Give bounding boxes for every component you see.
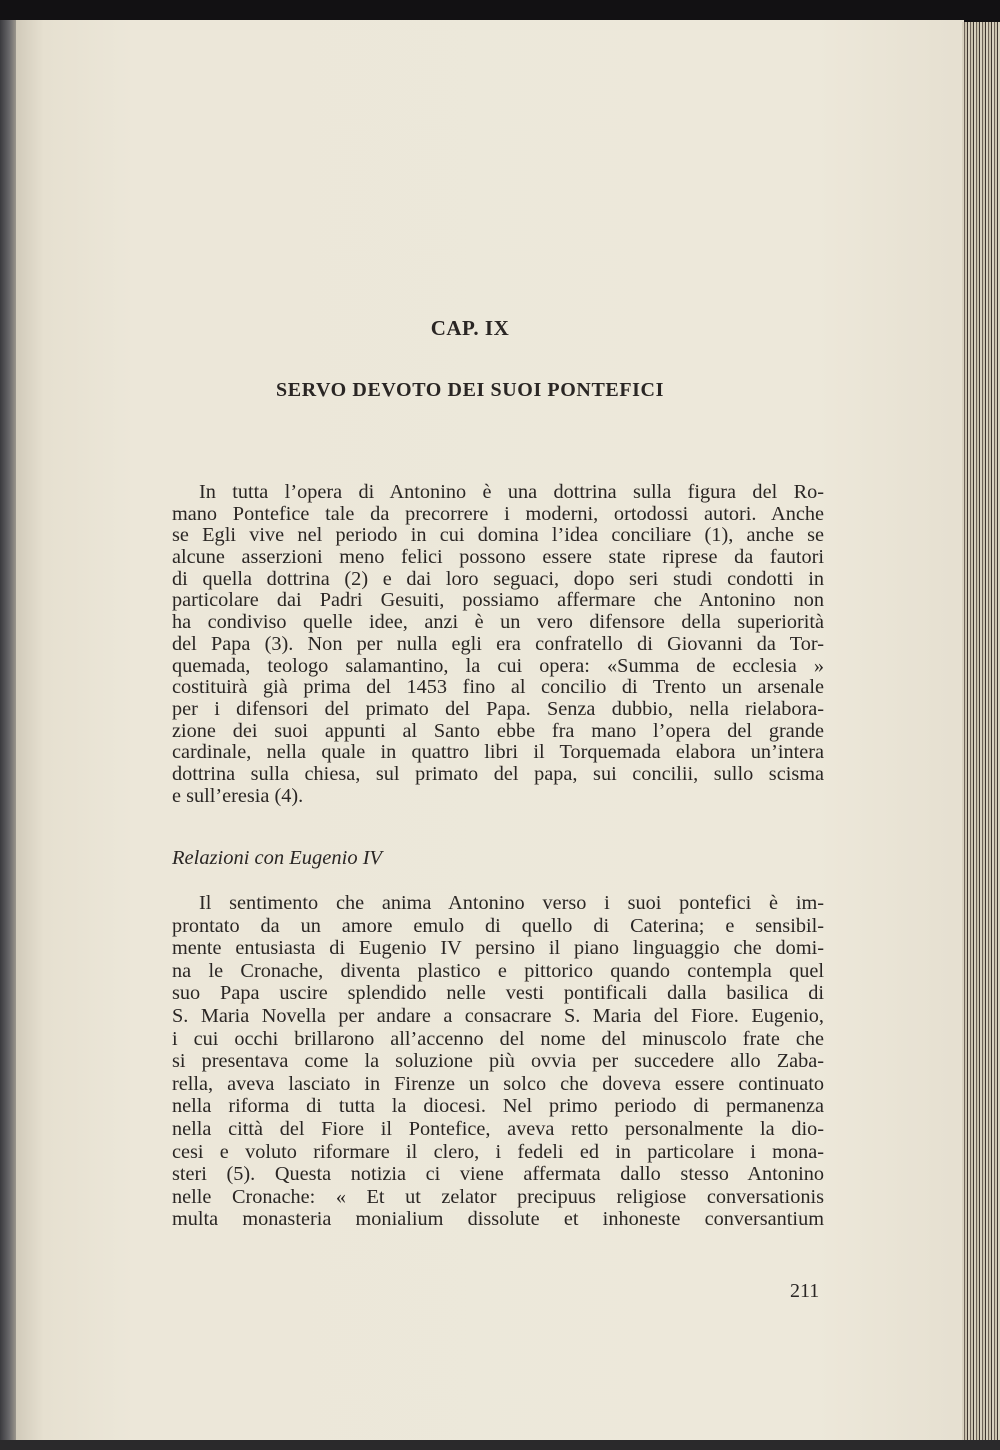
text-line: rella, aveva lasciato in Firenze un solco che doveva essere continuato	[172, 1072, 824, 1095]
chapter-label: CAP. IX	[430, 316, 510, 340]
text-line: per i difensori del primato del Papa. Senza dubbio, nella rielabora-	[172, 697, 824, 720]
text-line: ha condiviso quelle idee, anzi è un vero difensore della superiorità	[172, 611, 824, 634]
text-line: di quella dottrina (2) e dai loro seguaci, dopo seri studi condotti in	[172, 567, 824, 590]
text-line: cardinale, nella quale in quattro libri il Torquemada elabora un’intera	[172, 741, 824, 764]
text-line: multa monasteria monialium dissolute et inhoneste conversantium	[172, 1208, 824, 1231]
text-line: zione dei suoi appunti al Santo ebbe fra mano l’opera del grande	[172, 719, 824, 742]
book-binding	[0, 20, 16, 1450]
text-line: nella riforma di tutta la diocesi. Nel primo periodo di permanenza	[172, 1095, 824, 1118]
text-line: si presentava come la soluzione più ovvia per succedere allo Zaba-	[172, 1050, 824, 1073]
text-line: costituirà già prima del 1453 fino al concilio di Trento un arsenale	[172, 676, 824, 699]
text-line: dottrina sulla chiesa, sul primato del papa, sui concilii, sullo scisma	[172, 762, 824, 785]
paragraph-2	[172, 892, 824, 1231]
text-line: particolare dai Padri Gesuiti, possiamo affermare che Antonino non	[172, 589, 824, 612]
text-line: suo Papa uscire splendido nelle vesti pontificali dalla basilica di	[172, 982, 824, 1005]
page-edges	[962, 22, 1000, 1450]
text-line: prontato da un amore emulo di quello di Caterina; e sensibil-	[172, 914, 824, 937]
text-line: alcune asserzioni meno felici possono essere state riprese da fautori	[172, 546, 824, 569]
text-line: mano Pontefice tale da precorrere i moderni, ortodossi autori. Anche	[172, 502, 824, 525]
text-line: na le Cronache, diventa plastico e pittorico quando contempla quel	[172, 959, 824, 982]
text-line: Il sentimento che anima Antonino verso i suoi pontefici è im-	[199, 892, 824, 914]
text-line: nelle Cronache: « Et ut zelator precipuus religiose conversationis	[172, 1185, 824, 1208]
paragraph-1	[172, 482, 824, 807]
section-subheading: Relazioni con Eugenio IV	[172, 847, 383, 869]
text-line: del Papa (3). Non per nulla egli era confratello di Giovanni da Tor-	[172, 632, 824, 655]
page-number: 211	[790, 1280, 820, 1302]
text-line: quemada, teologo salamantino, la cui opera: «Summa de ecclesia »	[172, 654, 824, 677]
chapter-title: SERVO DEVOTO DEI SUOI PONTEFICI	[276, 379, 664, 401]
text-line: In tutta l’opera di Antonino è una dottrina sulla figura del Ro-	[199, 481, 824, 503]
text-line: S. Maria Novella per andare a consacrare S. Maria del Fiore. Eugenio,	[172, 1004, 824, 1027]
text-line: i cui occhi brillarono all’accenno del nome del minuscolo frate che	[172, 1027, 824, 1050]
text-line: cesi e voluto riformare il clero, i fedeli ed in particolare i mona-	[172, 1140, 824, 1163]
text-line: nella città del Fiore il Pontefice, aveva retto personalmente la dio-	[172, 1117, 824, 1140]
scan-bottom-edge	[0, 1440, 1000, 1450]
text-line: steri (5). Questa notizia ci viene affermata dallo stesso Antonino	[172, 1163, 824, 1186]
text-line: mente entusiasta di Eugenio IV persino il piano linguaggio che domi-	[172, 937, 824, 960]
text-line: se Egli vive nel periodo in cui domina l’idea conciliare (1), anche se	[172, 524, 824, 547]
text-line: e sull’eresia (4).	[172, 784, 304, 807]
